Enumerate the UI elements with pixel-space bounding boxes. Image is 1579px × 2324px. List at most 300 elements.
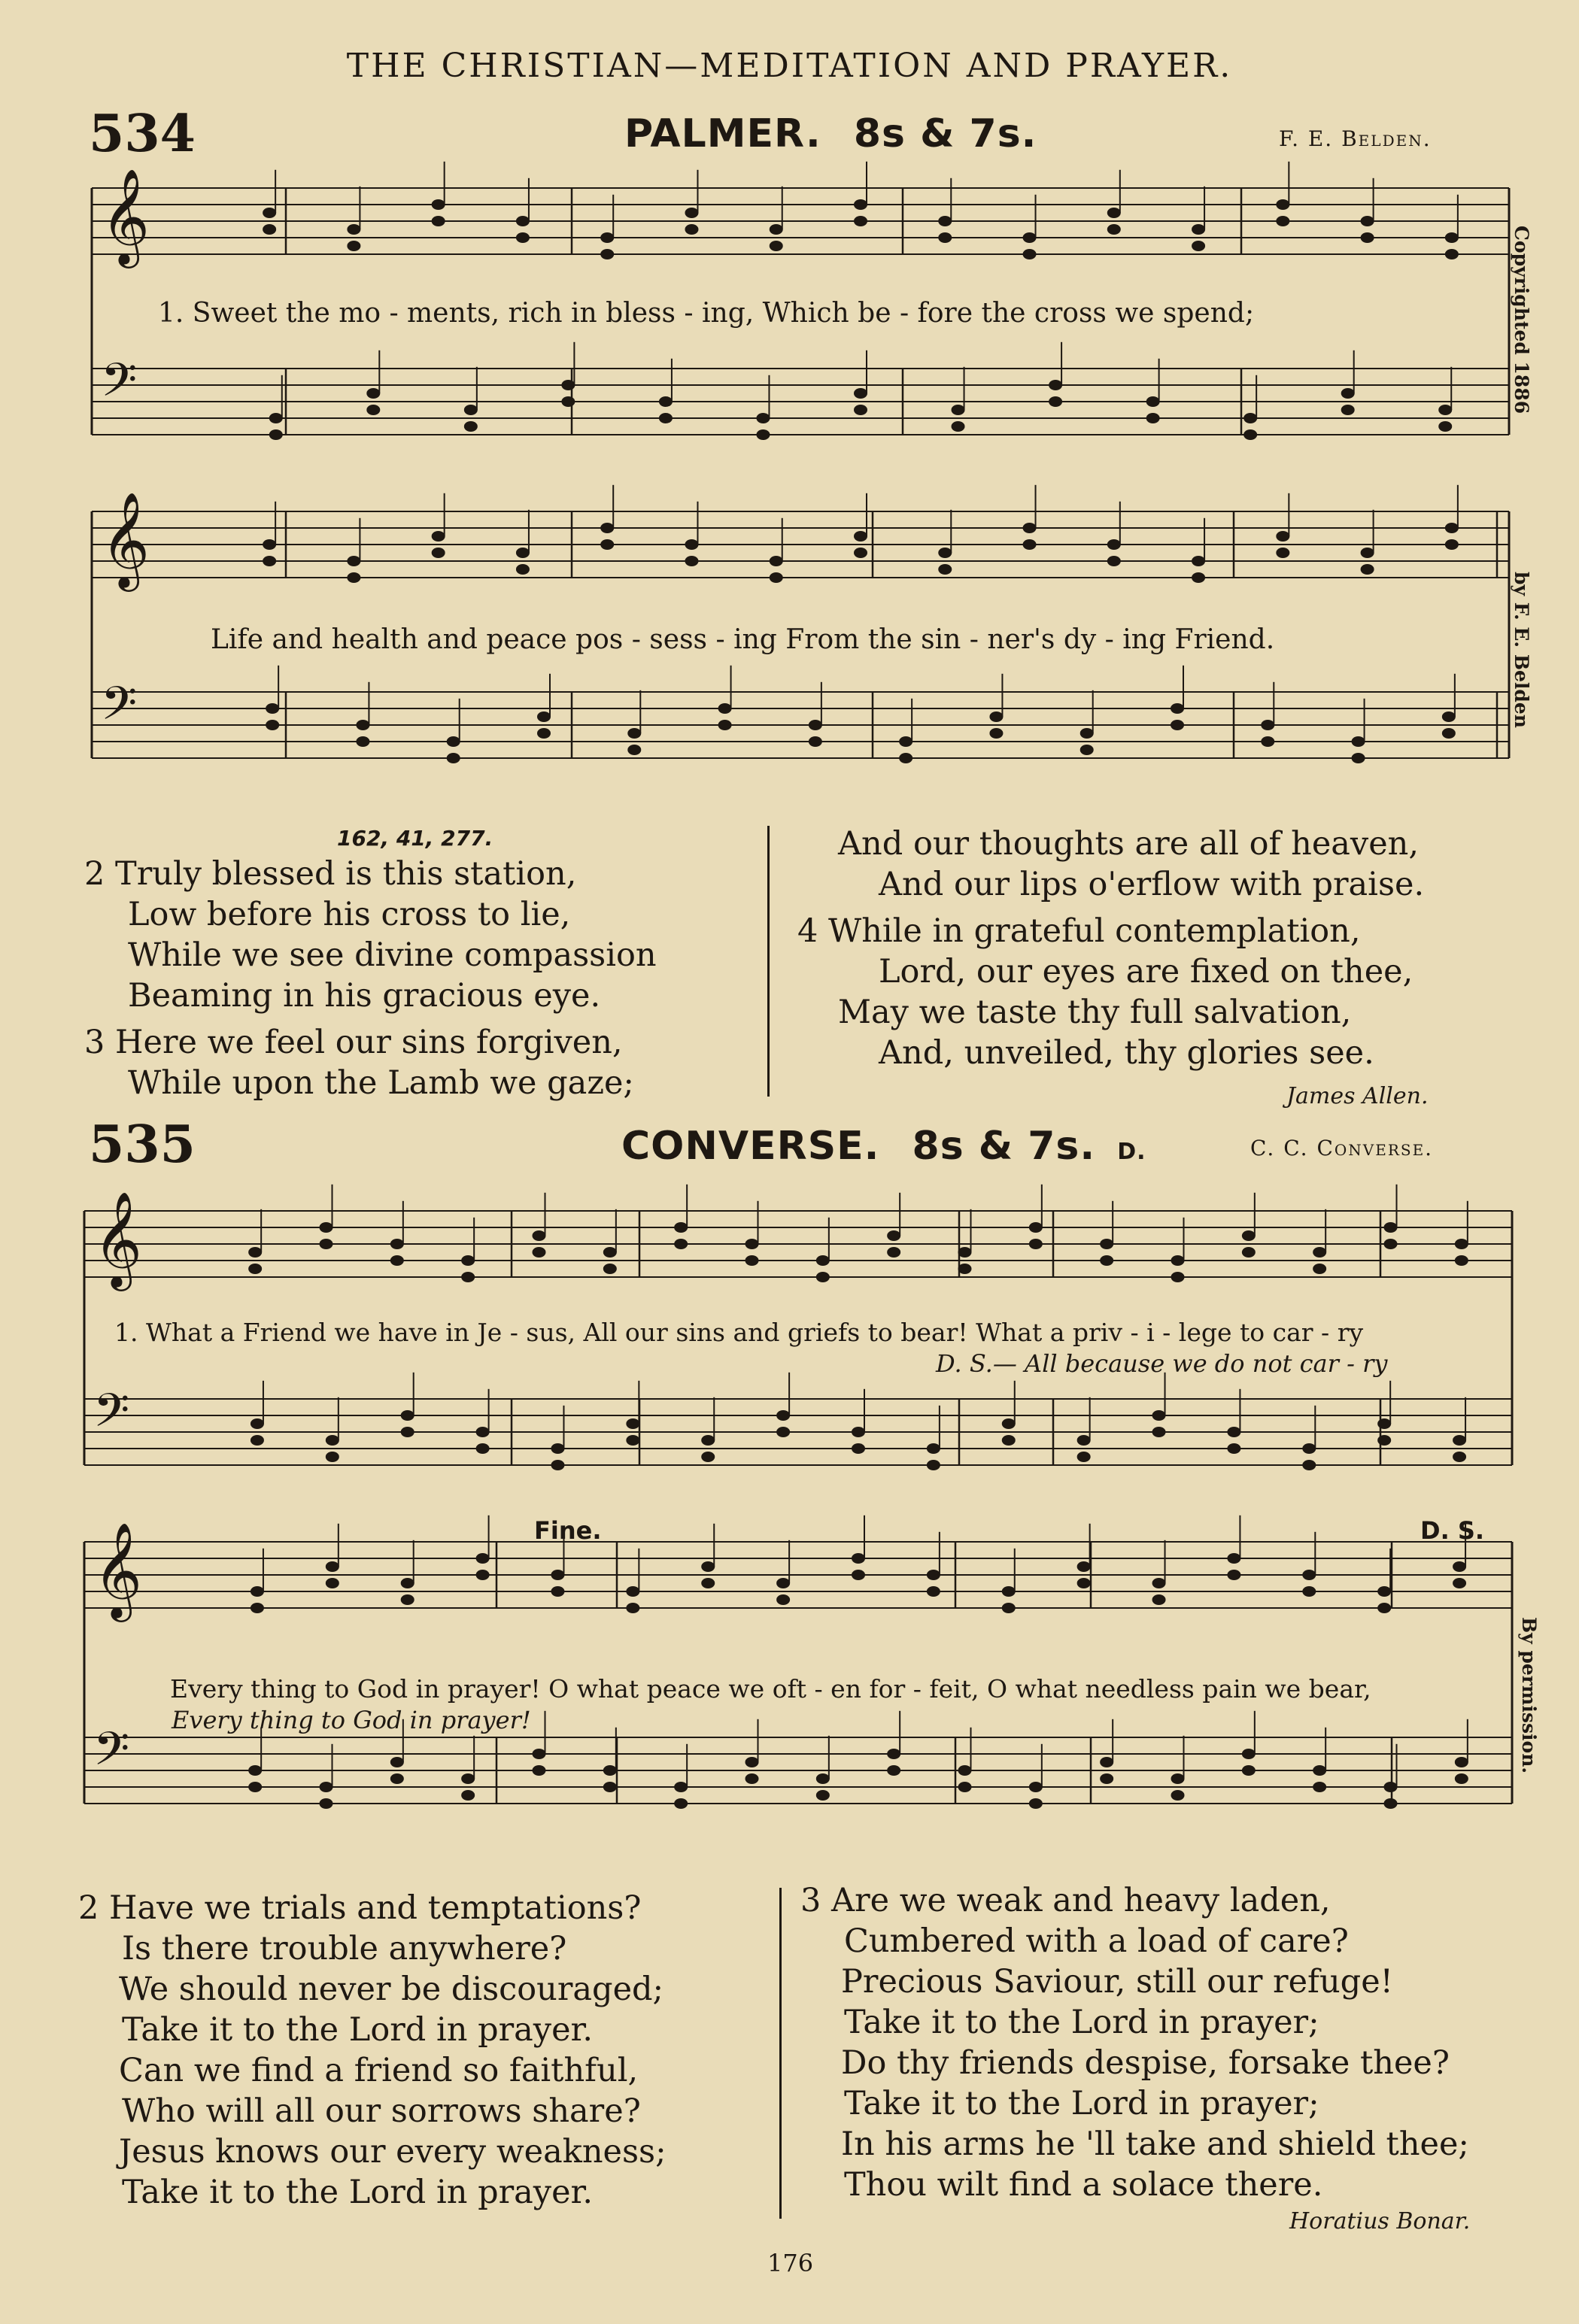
note-head <box>533 1749 546 1759</box>
note-head <box>1100 1255 1113 1266</box>
note-head <box>745 1239 759 1249</box>
verse-line: And, unveiled, thy glories see. <box>879 1034 1374 1072</box>
note-head <box>674 1239 688 1249</box>
verse-line: In his arms he 'll take and shield thee; <box>841 2125 1469 2163</box>
note-head <box>1261 736 1274 747</box>
note-head <box>674 1798 688 1809</box>
note-head <box>1227 1443 1240 1454</box>
note-head <box>603 1247 617 1258</box>
note-head <box>1377 1586 1391 1597</box>
note-head <box>326 1452 339 1462</box>
note-head <box>1002 1586 1016 1597</box>
note-head <box>1313 1765 1326 1776</box>
note-head <box>326 1561 339 1572</box>
note-head <box>776 1594 790 1605</box>
treble-clef-icon: 𝄞 <box>93 1190 143 1287</box>
note-head <box>627 728 641 739</box>
note-head <box>899 753 912 763</box>
note-head <box>347 572 360 583</box>
note-head <box>674 1782 688 1792</box>
note-head <box>551 1443 564 1454</box>
verse-line: While we see divine compassion <box>128 936 657 974</box>
note-head <box>561 380 575 390</box>
hymn-534-number: 534 <box>89 104 196 164</box>
hymn-535-meter-suffix: D. <box>1117 1139 1146 1165</box>
note-head <box>1242 1247 1256 1258</box>
note-head <box>938 216 952 226</box>
note-head <box>263 208 276 218</box>
note-head <box>390 1773 404 1784</box>
note-head <box>1453 1578 1466 1588</box>
note-head <box>251 1586 264 1597</box>
hymn-534-tune-name: PALMER. <box>624 111 821 156</box>
note-head <box>1171 1272 1185 1282</box>
hymn-535-tune-name: CONVERSE. <box>621 1124 880 1169</box>
note-head <box>899 736 912 747</box>
note-head <box>809 736 822 747</box>
verse-line: Thou wilt find a solace there. <box>844 2166 1323 2204</box>
note-head <box>854 199 867 210</box>
note-head <box>1107 539 1121 550</box>
verse-line: And our lips o'erflow with praise. <box>879 866 1425 903</box>
note-head <box>537 711 551 722</box>
hymn-535-lyrics-line-1: 1. What a Friend we have in Je - sus, All our sins and griefs to bear! What a priv - i - lege to car - ry <box>114 1318 1364 1347</box>
note-head <box>603 1765 617 1776</box>
note-head <box>1276 199 1289 210</box>
note-head <box>1023 539 1037 550</box>
note-head <box>887 1749 900 1759</box>
note-head <box>1146 396 1160 407</box>
hymn-534-byline: by F. E. Belden <box>1511 572 1532 728</box>
note-head <box>461 1773 475 1784</box>
page-header: THE CHRISTIAN—MEDITATION AND PRAYER. <box>346 47 1233 85</box>
note-head <box>770 572 783 583</box>
note-head <box>366 405 380 415</box>
note-head <box>516 564 530 575</box>
note-head <box>1023 249 1037 259</box>
note-head <box>1049 396 1062 407</box>
note-head <box>320 1798 333 1809</box>
note-head <box>1023 232 1037 243</box>
note-head <box>600 523 614 533</box>
note-head <box>1302 1586 1316 1597</box>
bass-clef-icon: 𝄢 <box>101 676 138 742</box>
verse-line: 3 Are we weak and heavy laden, <box>800 1882 1331 1919</box>
note-head <box>1171 1255 1185 1266</box>
note-head <box>320 1222 333 1233</box>
note-head <box>248 1247 262 1258</box>
note-head <box>776 1410 790 1421</box>
note-head <box>1192 241 1205 251</box>
note-head <box>1384 1239 1398 1249</box>
note-head <box>476 1570 490 1580</box>
note-head <box>770 241 783 251</box>
note-head <box>1077 1578 1091 1588</box>
verse-line: Precious Saviour, still our refuge! <box>841 1963 1393 2001</box>
hymn-534-author: James Allen. <box>1286 1083 1429 1109</box>
note-head <box>266 703 279 714</box>
note-head <box>1242 1230 1256 1241</box>
verse-line: Do thy friends despise, forsake thee? <box>841 2044 1450 2082</box>
note-head <box>561 396 575 407</box>
hymn-534-refs: 162, 41, 277. <box>337 826 493 851</box>
note-head <box>1384 1222 1398 1233</box>
note-head <box>1377 1418 1391 1429</box>
verse-line: We should never be discouraged; <box>119 1971 664 2008</box>
note-head <box>1302 1460 1316 1470</box>
note-head <box>1152 1410 1166 1421</box>
note-head <box>626 1586 639 1597</box>
hymn-534-composer: F. E. Belden. <box>1279 126 1432 151</box>
note-head <box>756 413 770 423</box>
treble-clef-icon: 𝄞 <box>101 167 150 264</box>
treble-clef-icon: 𝄞 <box>93 1521 143 1618</box>
note-head <box>1080 745 1094 755</box>
note-head <box>626 1603 639 1613</box>
note-head <box>685 224 698 235</box>
note-head <box>685 208 698 218</box>
hymn-535-lyrics-line-2-italic: Every thing to God in prayer! <box>172 1706 531 1734</box>
note-head <box>1302 1570 1316 1580</box>
note-head <box>432 548 445 558</box>
note-head <box>1313 1247 1326 1258</box>
note-head <box>887 1765 900 1776</box>
note-head <box>1152 1427 1166 1437</box>
verse-line: 4 While in grateful contemplation, <box>797 912 1361 950</box>
note-head <box>854 531 867 542</box>
hymn-535-meter: 8s & 7s. <box>912 1124 1096 1169</box>
note-head <box>674 1222 688 1233</box>
note-head <box>551 1586 564 1597</box>
hymn-535-permission: By permission. <box>1518 1617 1540 1774</box>
note-head <box>1243 413 1257 423</box>
note-head <box>263 539 276 550</box>
note-head <box>1243 429 1257 440</box>
note-head <box>1152 1594 1166 1605</box>
note-head <box>1302 1443 1316 1454</box>
hymn-534-lyrics-line-1: 1. Sweet the mo - ments, rich in bless - ing, Which be - fore the cross we spend; <box>158 298 1255 329</box>
note-head <box>1445 232 1459 243</box>
note-head <box>1023 523 1037 533</box>
treble-clef-icon: 𝄞 <box>101 490 150 587</box>
note-head <box>770 224 783 235</box>
note-head <box>1352 753 1365 763</box>
note-head <box>1442 728 1456 739</box>
note-head <box>1384 1798 1398 1809</box>
note-head <box>1029 1798 1043 1809</box>
note-head <box>952 405 965 415</box>
note-head <box>551 1570 564 1580</box>
hymn-535-author: Horatius Bonar. <box>1289 2208 1471 2234</box>
verse-line: Take it to the Lord in prayer; <box>844 2085 1319 2122</box>
note-head <box>887 1230 900 1241</box>
note-head <box>1192 556 1205 566</box>
note-head <box>1100 1757 1113 1767</box>
note-head <box>816 1272 830 1282</box>
note-head <box>476 1553 490 1564</box>
verse-line: And our thoughts are all of heaven, <box>838 825 1420 863</box>
note-head <box>1361 548 1374 558</box>
note-head <box>1002 1418 1016 1429</box>
note-head <box>1146 413 1160 423</box>
note-head <box>476 1427 490 1437</box>
note-head <box>1276 216 1289 226</box>
column-divider <box>767 826 770 1097</box>
note-head <box>938 232 952 243</box>
note-head <box>1100 1239 1113 1249</box>
note-head <box>320 1782 333 1792</box>
note-head <box>432 199 445 210</box>
note-head <box>770 556 783 566</box>
ds-mark: D. S. <box>1420 1516 1485 1545</box>
note-head <box>1313 1782 1326 1792</box>
note-head <box>659 396 673 407</box>
hymn-535-verses-left <box>78 1888 667 2213</box>
verse-line: Jesus knows our every weakness; <box>119 2133 667 2171</box>
note-head <box>1242 1765 1256 1776</box>
verse-line: Take it to the Lord in prayer; <box>844 2004 1319 2041</box>
note-head <box>659 413 673 423</box>
note-head <box>1227 1570 1240 1580</box>
note-head <box>1077 1561 1091 1572</box>
note-head <box>852 1427 865 1437</box>
note-head <box>1442 711 1456 722</box>
note-head <box>248 1782 262 1792</box>
hymn-534-copyright: Copyrighted 1886 <box>1511 226 1532 414</box>
note-head <box>1361 564 1374 575</box>
note-head <box>251 1435 264 1446</box>
note-head <box>251 1603 264 1613</box>
note-head <box>989 711 1003 722</box>
note-head <box>938 564 952 575</box>
note-head <box>600 249 614 259</box>
note-head <box>718 703 732 714</box>
note-head <box>447 736 460 747</box>
note-head <box>1107 208 1121 218</box>
note-head <box>958 1264 972 1274</box>
note-head <box>390 1239 404 1249</box>
note-head <box>701 1452 715 1462</box>
note-head <box>952 421 965 432</box>
note-head <box>1107 556 1121 566</box>
note-head <box>745 1773 759 1784</box>
note-head <box>776 1578 790 1588</box>
note-head <box>816 1773 830 1784</box>
note-head <box>776 1427 790 1437</box>
note-head <box>1002 1435 1016 1446</box>
note-head <box>533 1247 546 1258</box>
column-divider <box>779 1888 782 2219</box>
note-head <box>1077 1435 1091 1446</box>
hymn-535-composer: C. C. Converse. <box>1250 1136 1434 1160</box>
note-head <box>854 216 867 226</box>
note-head <box>600 232 614 243</box>
note-head <box>1077 1452 1091 1462</box>
note-head <box>326 1578 339 1588</box>
note-head <box>603 1782 617 1792</box>
note-head <box>1171 703 1184 714</box>
note-head <box>269 413 283 423</box>
note-head <box>1438 421 1452 432</box>
note-head <box>1276 548 1289 558</box>
hymn-534-meter: 8s & 7s. <box>853 111 1037 156</box>
note-head <box>1242 1749 1256 1759</box>
verse-line: 2 Truly blessed is this station, <box>84 855 577 893</box>
verse-line: Take it to the Lord in prayer. <box>122 2174 594 2211</box>
note-head <box>464 421 478 432</box>
note-head <box>1445 539 1459 550</box>
bass-clef-icon: 𝄢 <box>93 1722 130 1788</box>
hymn-535-number: 535 <box>89 1115 196 1175</box>
note-head <box>464 405 478 415</box>
note-head <box>1029 1239 1043 1249</box>
note-head <box>1455 1239 1468 1249</box>
verse-line: Can we find a friend so faithful, <box>119 2052 639 2089</box>
note-head <box>1313 1264 1326 1274</box>
note-head <box>958 1247 972 1258</box>
note-head <box>626 1418 639 1429</box>
note-head <box>1438 405 1452 415</box>
note-head <box>266 720 279 730</box>
hymn-534-verses-right <box>797 824 1424 1073</box>
verse-line: Lord, our eyes are fixed on thee, <box>879 953 1414 991</box>
note-head <box>347 556 360 566</box>
note-head <box>1453 1435 1466 1446</box>
note-head <box>745 1255 759 1266</box>
note-head <box>1002 1603 1016 1613</box>
note-head <box>1276 531 1289 542</box>
note-head <box>476 1443 490 1454</box>
note-head <box>461 1255 475 1266</box>
fine-mark: Fine. <box>534 1516 602 1545</box>
verse-line: Take it to the Lord in prayer. <box>122 2011 594 2049</box>
note-head <box>320 1239 333 1249</box>
note-head <box>1455 1757 1468 1767</box>
note-head <box>263 224 276 235</box>
note-head <box>516 232 530 243</box>
note-head <box>603 1264 617 1274</box>
note-head <box>401 1410 414 1421</box>
note-head <box>1341 405 1355 415</box>
note-head <box>326 1435 339 1446</box>
verse-line: Is there trouble anywhere? <box>122 1930 567 1968</box>
note-head <box>701 1578 715 1588</box>
note-head <box>809 720 822 730</box>
note-head <box>852 1443 865 1454</box>
note-head <box>347 224 360 235</box>
verse-line: Low before his cross to lie, <box>128 896 571 933</box>
hymn-535-lyrics-line-2: Every thing to God in prayer! O what peace we oft - en for - feit, O what needless pain we bear, <box>170 1674 1371 1704</box>
note-head <box>461 1272 475 1282</box>
hymn-534-lyrics-line-2: Life and health and peace pos - sess - ing From the sin - ner's dy - ing Friend. <box>211 624 1275 655</box>
note-head <box>1171 1773 1185 1784</box>
note-head <box>356 720 369 730</box>
verse-line: 3 Here we feel our sins forgiven, <box>84 1024 623 1061</box>
note-head <box>432 216 445 226</box>
note-head <box>1361 232 1374 243</box>
note-head <box>1152 1578 1166 1588</box>
note-head <box>366 388 380 399</box>
note-head <box>1107 224 1121 235</box>
note-head <box>927 1586 940 1597</box>
note-head <box>854 548 867 558</box>
note-head <box>600 539 614 550</box>
note-head <box>390 1757 404 1767</box>
note-head <box>701 1435 715 1446</box>
note-head <box>756 429 770 440</box>
note-head <box>533 1230 546 1241</box>
verse-line: Beaming in his gracious eye. <box>128 977 601 1015</box>
note-head <box>816 1790 830 1801</box>
note-head <box>989 728 1003 739</box>
note-head <box>248 1264 262 1274</box>
note-head <box>701 1561 715 1572</box>
note-head <box>685 539 698 550</box>
note-head <box>248 1765 262 1776</box>
note-head <box>533 1765 546 1776</box>
note-head <box>852 1570 865 1580</box>
note-head <box>1192 572 1205 583</box>
bass-clef-icon: 𝄢 <box>101 353 138 419</box>
note-head <box>1445 249 1459 259</box>
note-head <box>1377 1435 1391 1446</box>
note-head <box>1029 1782 1043 1792</box>
note-head <box>1361 216 1374 226</box>
note-head <box>627 745 641 755</box>
note-head <box>269 429 283 440</box>
note-head <box>1453 1561 1466 1572</box>
verse-line: Who will all our sorrows share? <box>122 2092 641 2130</box>
note-head <box>263 556 276 566</box>
note-head <box>1171 720 1184 730</box>
note-head <box>390 1255 404 1266</box>
note-head <box>1453 1452 1466 1462</box>
note-head <box>516 216 530 226</box>
note-head <box>347 241 360 251</box>
verse-line: While upon the Lamb we gaze; <box>128 1064 634 1102</box>
note-head <box>852 1553 865 1564</box>
bass-clef-icon: 𝄢 <box>93 1383 130 1449</box>
note-head <box>1100 1773 1113 1784</box>
hymn-535-tune <box>621 1124 1146 1169</box>
note-head <box>1080 728 1094 739</box>
note-head <box>1455 1255 1468 1266</box>
note-head <box>447 753 460 763</box>
verse-line: 2 Have we trials and temptations? <box>78 1889 642 1927</box>
note-head <box>1352 736 1365 747</box>
note-head <box>887 1247 900 1258</box>
verse-line: May we taste thy full salvation, <box>838 994 1352 1031</box>
note-head <box>537 728 551 739</box>
note-head <box>745 1757 759 1767</box>
note-head <box>1455 1773 1468 1784</box>
note-head <box>626 1435 639 1446</box>
note-head <box>432 531 445 542</box>
note-head <box>1049 380 1062 390</box>
note-head <box>1261 720 1274 730</box>
note-head <box>1227 1553 1240 1564</box>
note-head <box>1384 1782 1398 1792</box>
note-head <box>516 548 530 558</box>
note-head <box>1171 1790 1185 1801</box>
note-head <box>1377 1603 1391 1613</box>
note-head <box>718 720 732 730</box>
note-head <box>551 1460 564 1470</box>
note-head <box>251 1418 264 1429</box>
hymn-534-verses-left <box>84 854 657 1103</box>
verse-line: Cumbered with a load of care? <box>844 1922 1349 1960</box>
note-head <box>927 1443 940 1454</box>
